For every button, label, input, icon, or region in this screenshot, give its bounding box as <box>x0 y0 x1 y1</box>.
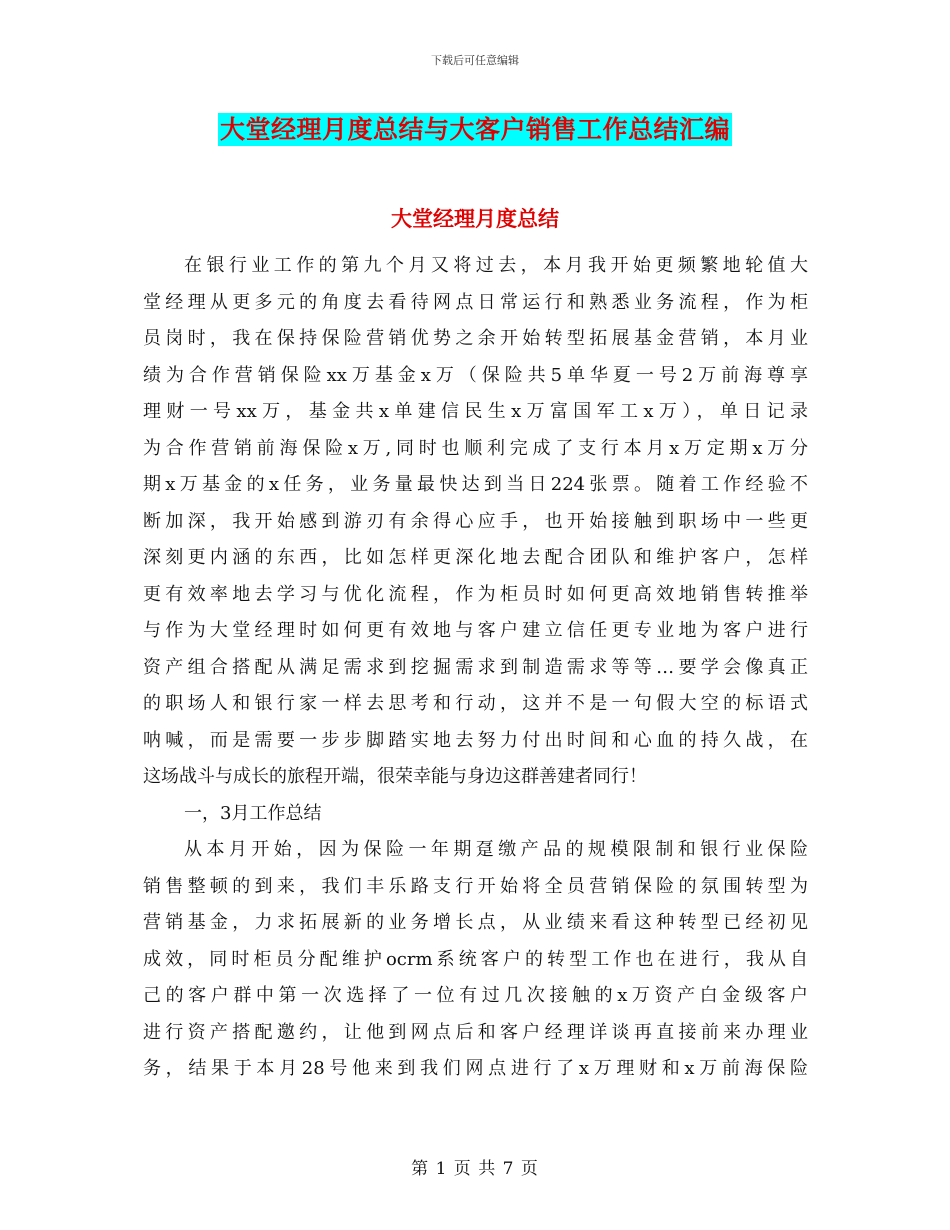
paragraph-line: 销售整顿的到来，我们丰乐路支行开始将全员营销保险的氛围转型为 <box>143 875 808 897</box>
paragraph-line: 期x万基金的x任务，业务量最快达到当日224张票。随着工作经验不 <box>143 474 809 495</box>
paragraph-line: 营销基金，力求拓展新的业务增长点，从业绩来看这种转型已经初见 <box>143 912 808 933</box>
page-footer: 第 1 页 共 7 页 <box>411 1159 539 1179</box>
document-title-text: 大堂经理月度总结与大客户销售工作总结汇编 <box>219 115 730 144</box>
body-text <box>143 248 808 1088</box>
paragraph-line: 深刻更内涵的东西，比如怎样更深化地去配合团队和维护客户，怎样 <box>143 547 808 568</box>
paragraph-line: 与作为大堂经理时如何更有效地与客户建立信任更专业地为客户进行 <box>143 620 808 641</box>
section-title: 大堂经理月度总结 <box>391 207 559 231</box>
paragraph-line: 断加深，我开始感到游刃有余得心应手，也开始接触到职场中一些更 <box>143 510 808 532</box>
paragraph-line: 堂经理从更多元的角度去看待网点日常运行和熟悉业务流程，作为柜 <box>143 291 808 313</box>
document-title <box>0 110 950 146</box>
paragraph-line: 的职场人和银行家一样去思考和行动，这并不是一句假大空的标语式 <box>143 693 808 714</box>
paragraph-line: 资产组合搭配从满足需求到挖掘需求到制造需求等等…要学会像真正 <box>143 656 808 678</box>
paragraph-line: 员岗时，我在保持保险营销优势之余开始转型拓展基金营销，本月业 <box>143 328 808 349</box>
paragraph-line: 务，结果于本月28号他来到我们网点进行了x万理财和x万前海保险 <box>143 1058 808 1079</box>
paragraph-line: 己的客户群中第一次选择了一位有过几次接触的x万资产白金级客户 <box>143 985 808 1006</box>
paragraph-line: 理财一号xx万，基金共x单建信民生x万富国军工x万），单日记录 <box>143 401 808 422</box>
paragraph-line: 成效，同时柜员分配维护ocrm系统客户的转型工作也在进行，我从自 <box>143 948 808 970</box>
subsection-heading: 一，3月工作总结 <box>184 802 322 824</box>
paragraph-line: 从本月开始，因为保险一年期趸缴产品的规模限制和银行业保险 <box>184 839 808 860</box>
paragraph-line: 进行资产搭配邀约，让他到网点后和客户经理详谈再直接前来办理业 <box>143 1021 808 1043</box>
paragraph-line: 绩为合作营销保险xx万基金x万（保险共5单华夏一号2万前海尊享 <box>143 364 808 386</box>
paragraph-line: 呐喊，而是需要一步步脚踏实地去努力付出时间和心血的持久战，在 <box>143 729 808 751</box>
paragraph-line: 更有效率地去学习与优化流程，作为柜员时如何更高效地销售转推举 <box>143 583 808 605</box>
paragraph-line: 这场战斗与成长的旅程开端，很荣幸能与身边这群善建者同行！ <box>143 766 647 787</box>
paragraph-line: 在银行业工作的第九个月又将过去，本月我开始更频繁地轮值大 <box>184 255 808 276</box>
paragraph-line: 为合作营销前海保险x万,同时也顺利完成了支行本月x万定期x万分 <box>143 437 808 459</box>
header-note: 下载后可任意编辑 <box>431 54 519 67</box>
